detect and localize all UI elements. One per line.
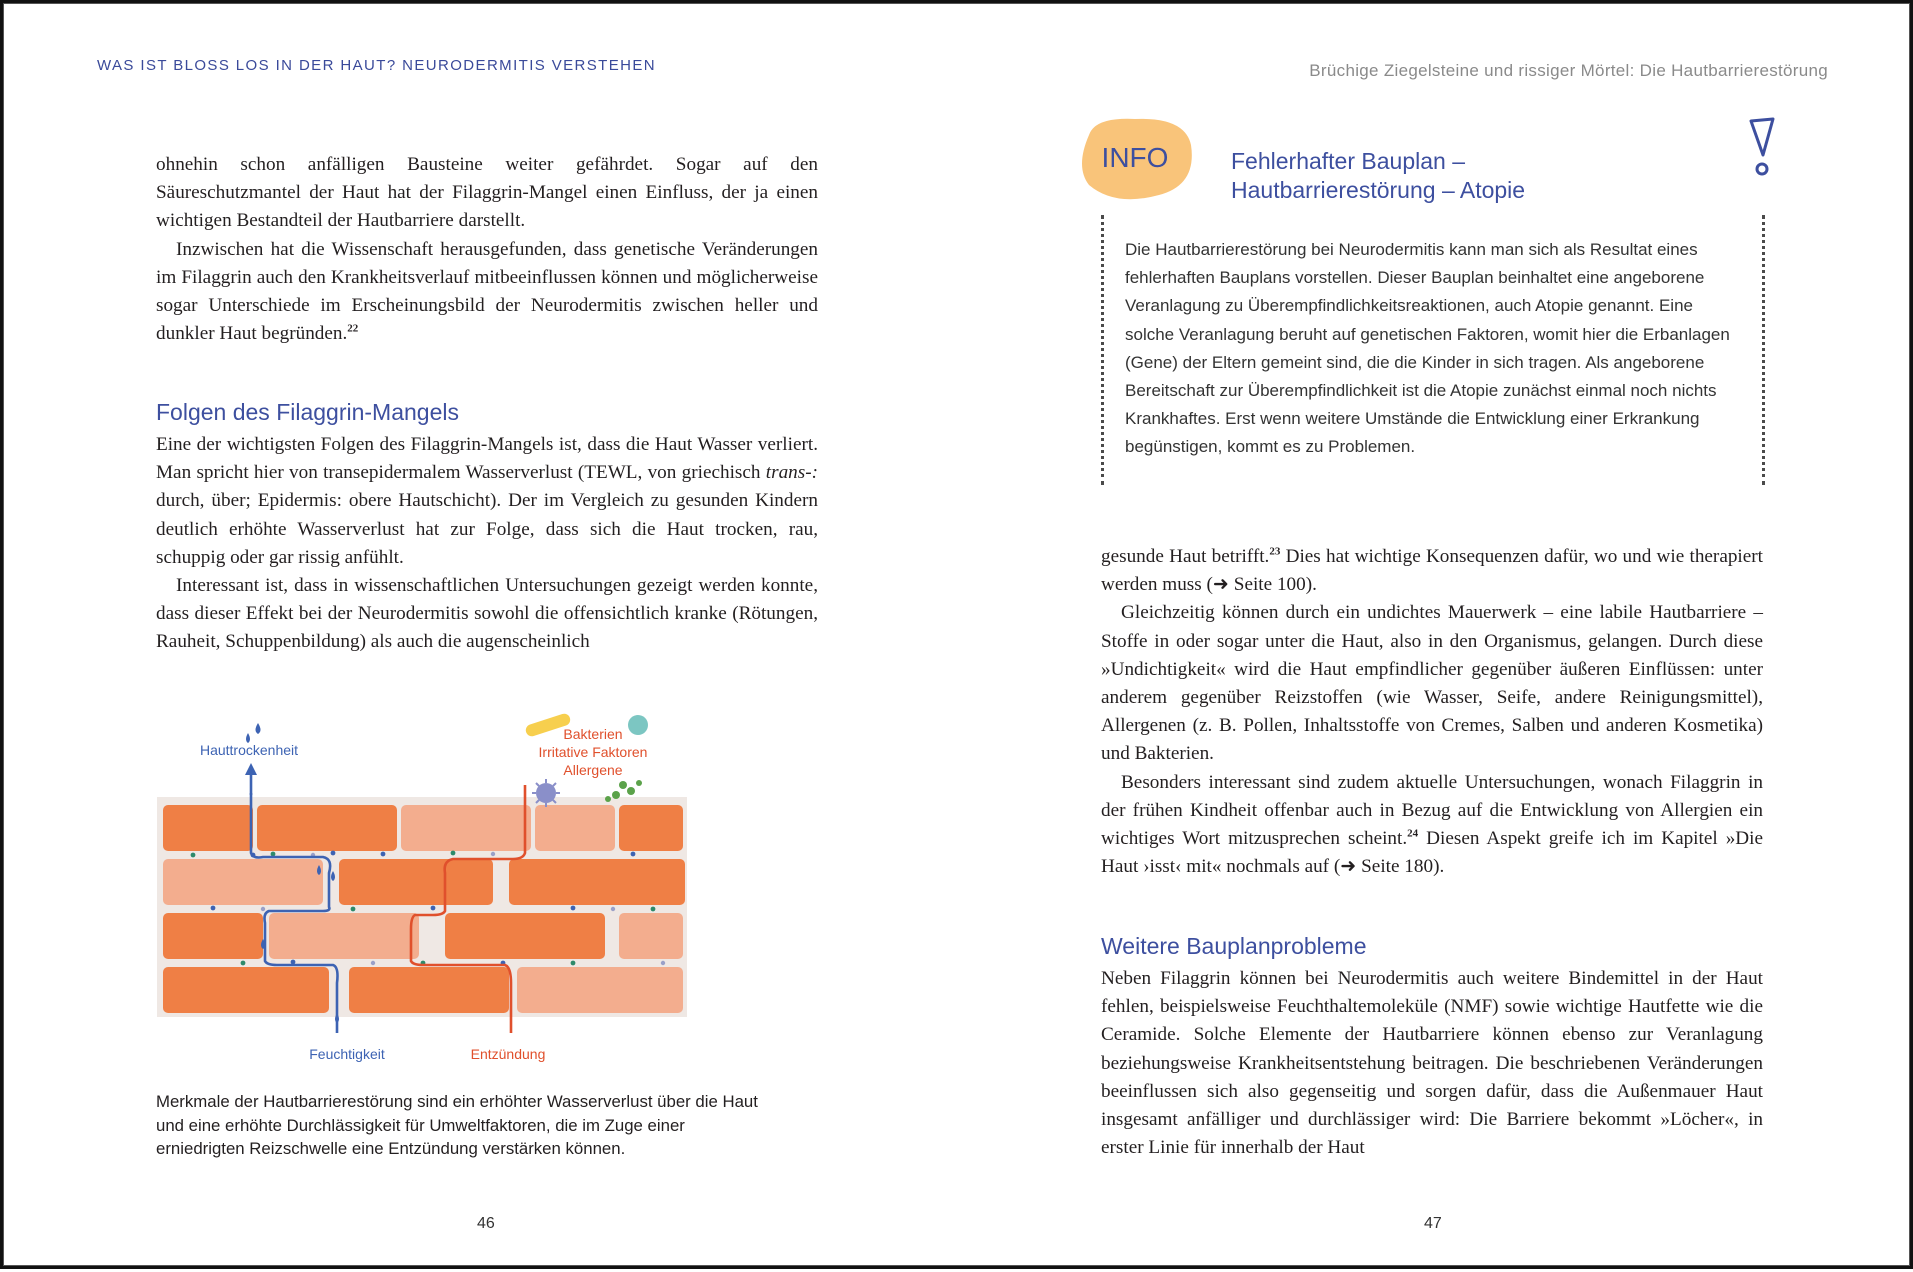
exclamation-icon (1747, 117, 1777, 179)
brick (509, 859, 685, 905)
section-heading: Folgen des Filaggrin-Mangels (156, 399, 459, 425)
brick (619, 805, 683, 851)
skin-barrier-illustration (153, 703, 693, 1073)
arrow-up-icon (245, 763, 257, 775)
paragraph: Interessant ist, dass in wissenschaftlichen Untersuchungen gezeigt werden konnte, dass dieser Effekt bei der Neurodermitis sowohl die offensichtlich kranke (Rötungen, Rauheit, Schuppenbildung) als auch die augenscheinlich (156, 575, 818, 653)
left-text-top (156, 151, 818, 348)
info-label: INFO (1101, 142, 1169, 173)
footnote-ref[interactable]: 23 (1269, 545, 1281, 558)
label-bacteria: Bakterien (563, 726, 623, 742)
label-dryness: Hauttrockenheit (199, 742, 299, 758)
brick (349, 967, 509, 1013)
paragraph: Besonders interessant sind zudem aktuelle Untersuchungen, wonach Filaggrin in der frühen Kindheit offenbar auch in Bezug auf die Entwicklung von Allergien ein wichtiges Wort mitzusprechen scheint.$^{24}$ Diesen Aspekt greife ich im Kapitel »Die Haut ›isst‹ mit« nochmals auf (➜ Seite 180). (1101, 771, 1763, 878)
right-page (959, 3, 1913, 1272)
left-page (3, 3, 959, 1272)
brick (269, 913, 419, 959)
brick (163, 967, 329, 1013)
info-text: Die Hautbarrierestörung bei Neurodermitis kann man sich als Resultat eines fehlerhaften Bauplans vorstellen. Dieser Bauplan beinhaltet eine angeborene Veranlagung zu Überempfindlichkeitsreaktionen, auch Atopie genannt. Eine solche Veranlagung beruht auf genetischen Faktoren, womit hier die Erbanlagen (Gene) der Eltern gemeint sind, die die Kinder in sich tragen. Als angeborene Bereitschaft zur Überempfindlichkeit ist die Atopie zunächst einmal noch nichts Krankhaftes. Erst wenn weitere Umstände die Entwicklung einer Erkrankung begünstigen, kommt es zu Problemen. (1125, 240, 1730, 457)
footnote-ref[interactable]: 24 (1407, 827, 1419, 840)
info-title-line: Hautbarrierestörung – Atopie (1231, 177, 1526, 203)
running-head-left: WAS IST BLOSS LOS IN DER HAUT? NEURODERMITIS VERSTEHEN (97, 57, 657, 74)
paragraph: Gleichzeitig können durch ein undichtes Mauerwerk – eine labile Hautbarriere – Stoffe in oder sogar unter die Haut, also in den Organismus, gelangen. Durch diese »Undichtigkeit« wird die Haut empfindlicher gegenüber äußeren Einflüssen: unter anderem gegenüber Reizstoffen (wie Wasser, Seife, andere Reinigungsmittel), Allergenen (z. B. Pollen, Inhaltsstoffe von Cremes, Salben und anderen Kosmetika) und Bakterien. (1101, 602, 1763, 765)
brick (619, 913, 683, 959)
page-number-right: 47 (1424, 1215, 1442, 1232)
left-text-middle (156, 431, 818, 657)
brick (401, 805, 531, 851)
brick (257, 805, 397, 851)
paragraph: Neben Filaggrin können bei Neurodermitis auch weitere Bindemittel in der Haut fehlen, beispielsweise Feuchthaltemoleküle (NMF) sowie wichtige Hautfette wie die Ceramide. Solche Elemente der Hautbarriere können ebenso zur Veranlagung beziehungsweise Krankheitsentstehung beitragen. Die beschriebenen Veränderungen beeinflussen sich also gegenseitig und sorgen dafür, dass die Außenmauer Haut insgesamt anfälliger und durchlässiger wird: Die Barriere bekommt »Löcher«, in erster Linie für innerhalb der Haut (1101, 968, 1763, 1159)
brick (163, 913, 263, 959)
allergen-dot-icon (628, 715, 648, 735)
virus-icon (532, 779, 560, 807)
running-head-right: Brüchige Ziegelsteine und rissiger Mörtel: Die Hautbarrierestörung (1309, 61, 1828, 80)
label-irritants: Irritative Faktoren (538, 744, 648, 760)
brick (445, 913, 605, 959)
info-title (1231, 147, 1631, 205)
brick (535, 805, 615, 851)
paragraph: Inzwischen hat die Wissenschaft herausgefunden, dass genetische Veränderungen im Filaggrin auch den Krankheitsverlauf mitbeeinflussen können und möglicherweise sogar Unterschiede im Erscheinungsbild der Neurodermitis zwischen heller und dunkler Haut begründen.$^{22}$ (156, 238, 818, 345)
paragraph: ohnehin schon anfälligen Bausteine weiter gefährdet. Sogar auf den Säureschutzmantel der Haut hat der Filaggrin-Mangel einen Einfluss, der ja einen wichtigen Bestandteil der Hautbarriere darstellt. (156, 154, 818, 232)
label-moisture: Feuchtigkeit (309, 1046, 385, 1062)
figure-caption: Merkmale der Hautbarrierestörung sind ein erhöhter Wasserverlust über die Haut und eine erhöhte Durchlässigkeit für Umweltfaktoren, die im Zuge einer erniedrigten Reizschwelle eine Entzündung verstärken können. (156, 1092, 758, 1158)
right-text-bottom (1101, 965, 1763, 1162)
paragraph: Eine der wichtigsten Folgen des Filaggrin-Mangels ist, dass die Haut Wasser verliert. Man spricht hier von transepidermalem Wasserverlust (TEWL, von griechisch trans-: durch, über; Epidermis: obere Hautschicht). Der im Vergleich zu gesunden Kindern deutlich erhöhte Wasserverlust hat zur Folge, dass sich die Haut trocken, rau, schuppig oder gar rissig anfühlt. (156, 434, 818, 568)
brick (163, 859, 323, 905)
section-heading: Weitere Bauplanprobleme (1101, 933, 1367, 959)
footnote-ref[interactable]: 22 (347, 322, 359, 335)
paragraph: gesunde Haut betrifft.$^{23}$ Dies hat wichtige Konsequenzen dafür, wo und wie therapiert werden muss (➜ Seite 100). (1101, 545, 1763, 596)
label-allergens: Allergene (563, 762, 623, 778)
brick (163, 805, 253, 851)
page-number-left: 46 (477, 1215, 495, 1232)
brick (517, 967, 683, 1013)
brick (339, 859, 493, 905)
right-text-top (1101, 543, 1763, 881)
label-inflammation: Entzündung (470, 1046, 546, 1062)
info-badge (1075, 115, 1195, 201)
info-title-line: Fehlerhafter Bauplan – (1231, 148, 1465, 174)
